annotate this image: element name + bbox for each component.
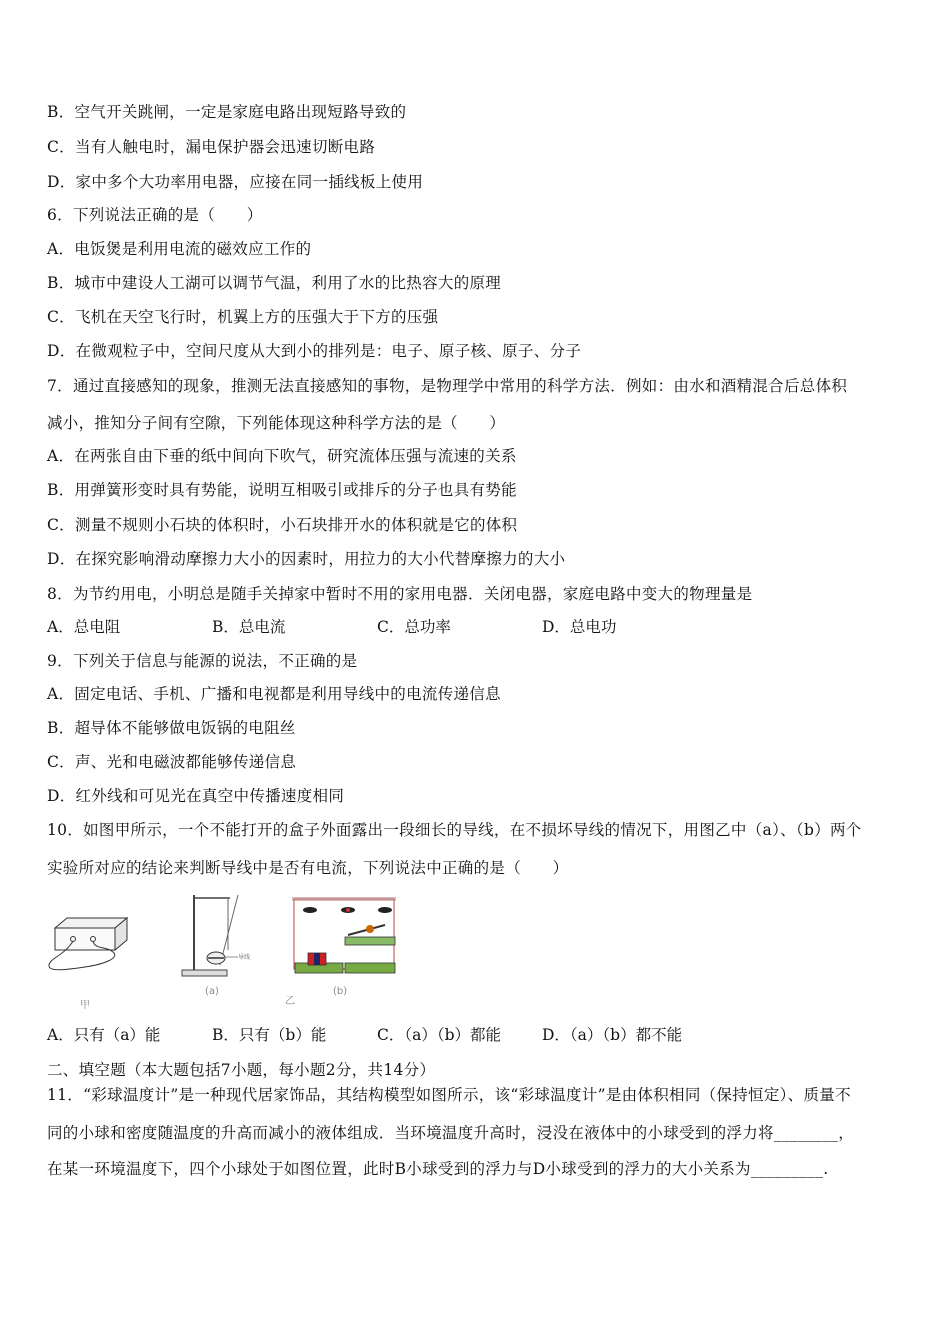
q6-stem: 6．下列说法正确的是（ ）: [47, 206, 263, 224]
figure-a-caption: (a): [205, 986, 219, 997]
q9-option-d: D．红外线和可见光在真空中传播速度相同: [47, 787, 345, 805]
q5-option-b: B．空气开关跳闸，一定是家庭电路出现短路导致的: [47, 103, 407, 121]
q8-option-d: D．总电功: [542, 618, 617, 636]
q10-option-b: B．只有（b）能: [212, 1026, 327, 1044]
q5-option-d: D．家中多个大功率用电器，应接在同一插线板上使用: [47, 173, 424, 191]
q8-option-c: C．总功率: [377, 618, 451, 636]
q6-option-a: A．电饭煲是利用电流的磁效应工作的: [47, 240, 312, 258]
q10-stem-line1: 10．如图甲所示，一个不能打开的盒子外面露出一段细长的导线，在不损坏导线的情况下，用图乙中（a）、（b）两个: [47, 821, 862, 839]
q7-stem-line2: 减小，推知分子间有空隙，下列能体现这种科学方法的是（ ）: [47, 414, 506, 432]
q8-options: [47, 615, 616, 637]
q10-options: [47, 1023, 682, 1045]
q10-option-a: A．只有（a）能: [47, 1026, 161, 1044]
figure-jia-caption: 甲: [80, 1000, 90, 1011]
q11-line2: 同的小球和密度随温度的升高而减小的液体组成．当环境温度升高时，浸没在液体中的小球受到的浮力将________，: [47, 1124, 855, 1142]
q8-option-a: A．总电阻: [47, 618, 121, 636]
q10-option-c: C．（a）（b）都能: [377, 1026, 502, 1044]
q7-option-c: C．测量不规则小石块的体积时，小石块排开水的体积就是它的体积: [47, 516, 518, 534]
figure-a-compass-stand: [180, 890, 255, 985]
q9-option-b: B．超导体不能够做电饭锅的电阻丝: [47, 719, 296, 737]
figure-jia-box-with-wire: [45, 910, 135, 975]
q6-option-c: C．飞机在天空飞行时，机翼上方的压强大于下方的压强: [47, 308, 439, 326]
q8-option-b: B．总电流: [212, 618, 286, 636]
q7-option-b: B．用弹簧形变时具有势能，说明互相吸引或排斥的分子也具有势能: [47, 481, 517, 499]
figure-a-label-wire: 导线: [238, 954, 251, 961]
q9-stem: 9．下列关于信息与能源的说法，不正确的是: [47, 652, 358, 670]
q5-option-c: C．当有人触电时，漏电保护器会迅速切断电路: [47, 138, 376, 156]
q9-option-a: A．固定电话、手机、广播和电视都是利用导线中的电流传递信息: [47, 685, 501, 703]
q6-option-d: D．在微观粒子中，空间尺度从大到小的排列是：电子、原子核、原子、分子: [47, 342, 582, 360]
q9-option-c: C．声、光和电磁波都能够传递信息: [47, 753, 297, 771]
q11-line3: 在某一环境温度下，四个小球处于如图位置，此时B小球受到的浮力与D小球受到的浮力的大小关系为_________.: [47, 1160, 829, 1178]
q11-line1: 11．“彩球温度计”是一种现代居家饰品，其结构模型如图所示，该“彩球温度计”是由体积相同（保持恒定）、质量不: [47, 1086, 851, 1104]
q7-option-d: D．在探究影响滑动摩擦力大小的因素时，用拉力的大小代替摩擦力的大小: [47, 550, 566, 568]
figure-b-motor-circuit: [290, 895, 400, 980]
section2-title: 二、填空题（本大题包括7小题，每小题2分，共14分）: [47, 1061, 436, 1079]
q8-stem: 8．为节约用电，小明总是随手关掉家中暂时不用的家用电器．关闭电器，家庭电路中变大的物理量是: [47, 585, 753, 603]
figure-yi-caption: 乙: [285, 996, 295, 1007]
q7-option-a: A．在两张自由下垂的纸中间向下吹气，研究流体压强与流速的关系: [47, 447, 517, 465]
figure-b-caption: (b): [333, 986, 348, 997]
q10-option-d: D．（a）（b）都不能: [542, 1026, 683, 1044]
q7-stem-line1: 7．通过直接感知的现象，推测无法直接感知的事物，是物理学中常用的科学方法．例如：由水和酒精混合后总体积: [47, 377, 848, 395]
q10-stem-line2: 实验所对应的结论来判断导线中是否有电流，下列说法中正确的是（ ）: [47, 859, 569, 877]
q6-option-b: B．城市中建设人工湖可以调节气温，利用了水的比热容大的原理: [47, 274, 502, 292]
